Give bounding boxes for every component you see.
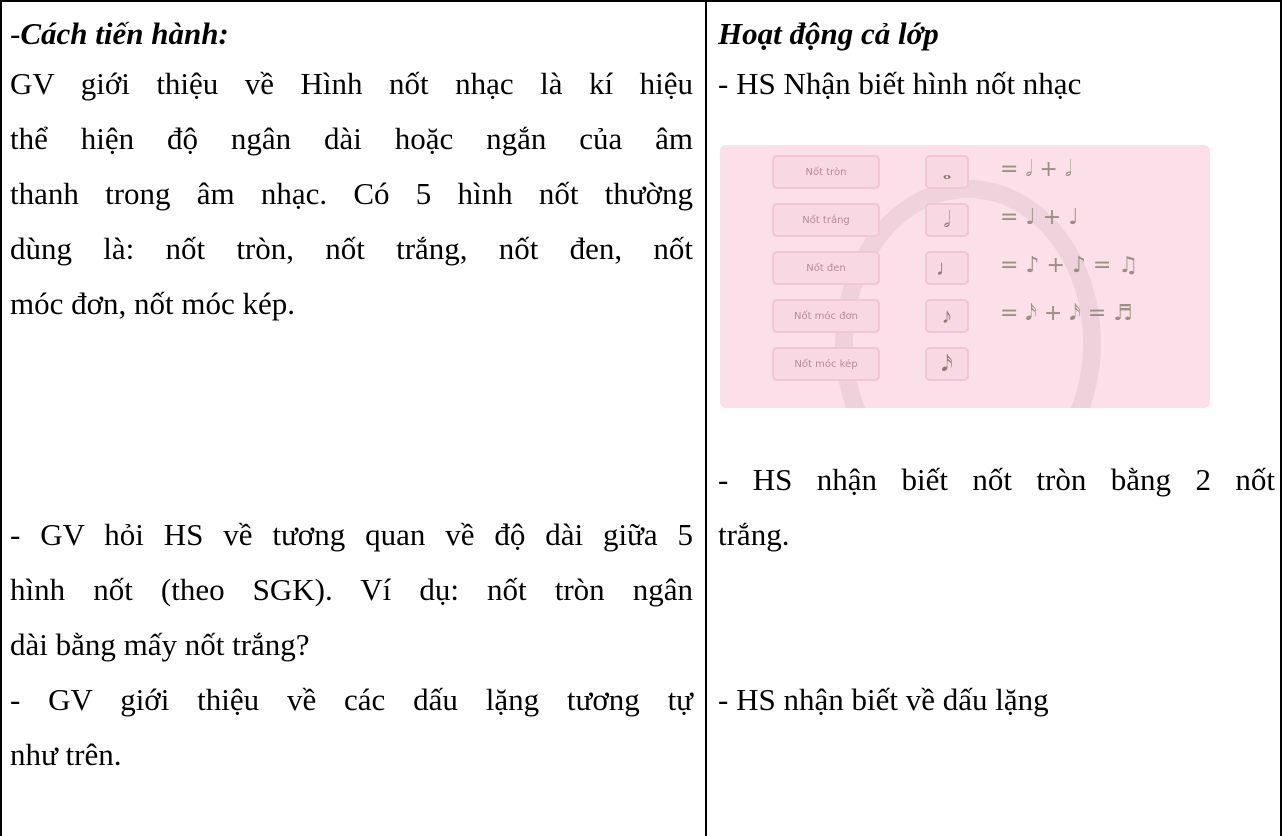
intro-line: thanh trong âm nhạc. Có 5 hình nốt thường [10, 176, 693, 211]
intro-line: dùng là: nốt tròn, nốt trắng, nốt đen, nốt [10, 231, 693, 266]
whole-equals-line: - HS nhận biết nốt tròn bằng 2 nốt [718, 462, 1275, 497]
note-equation: = 𝅗𝅥 + 𝅗𝅥 [1000, 157, 1072, 182]
method-heading [10, 14, 229, 54]
note-equation: = ♩ + ♩ [1000, 205, 1079, 230]
question-line: hình nốt (theo SGK). Ví dụ: nốt tròn ngân [10, 572, 693, 607]
activity-heading: Hoạt động cả lớp [718, 16, 939, 51]
half-note-icon: 𝅗𝅥 [925, 203, 969, 237]
note-equation: = 𝅘𝅥𝅯 + 𝅘𝅥𝅯 = ♬ [1000, 301, 1133, 326]
question-line: dài bằng mấy nốt trắng? [10, 627, 310, 662]
note-equation: = ♪ + ♪ = ♫ [1000, 253, 1139, 278]
note-values-figure [720, 145, 1210, 408]
heading-dash: - [10, 16, 21, 51]
rest-line: như trên. [10, 737, 122, 772]
rest-line: - GV giới thiệu về các dấu lặng tương tự [10, 682, 693, 717]
column-divider [705, 0, 707, 836]
intro-line: móc đơn, nốt móc kép. [10, 286, 296, 321]
eighth-note-icon: ♪ [925, 299, 969, 333]
whole-equals-line: trắng. [718, 517, 790, 552]
note-name-box: Nốt trắng [772, 203, 880, 237]
note-name-box: Nốt tròn [772, 155, 880, 189]
whole-note-icon: 𝅝 [925, 155, 969, 189]
recognize-rests-line: - HS nhận biết về dấu lặng [718, 682, 1049, 717]
note-name-box: Nốt móc đơn [772, 299, 880, 333]
sixteenth-note-icon: 𝅘𝅥𝅯 [925, 347, 969, 381]
heading-text: Cách tiến hành: [20, 16, 229, 51]
note-name-box: Nốt đen [772, 251, 880, 285]
intro-line: thể hiện độ ngân dài hoặc ngắn của âm [10, 121, 693, 156]
quarter-note-icon: ♩ [925, 251, 969, 285]
note-name-box: Nốt móc kép [772, 347, 880, 381]
recognize-notes-line: - HS Nhận biết hình nốt nhạc [718, 66, 1082, 101]
intro-line: GV giới thiệu về Hình nốt nhạc là kí hiệu [10, 66, 693, 101]
question-line: - GV hỏi HS về tương quan về độ dài giữa 5 [10, 517, 693, 552]
